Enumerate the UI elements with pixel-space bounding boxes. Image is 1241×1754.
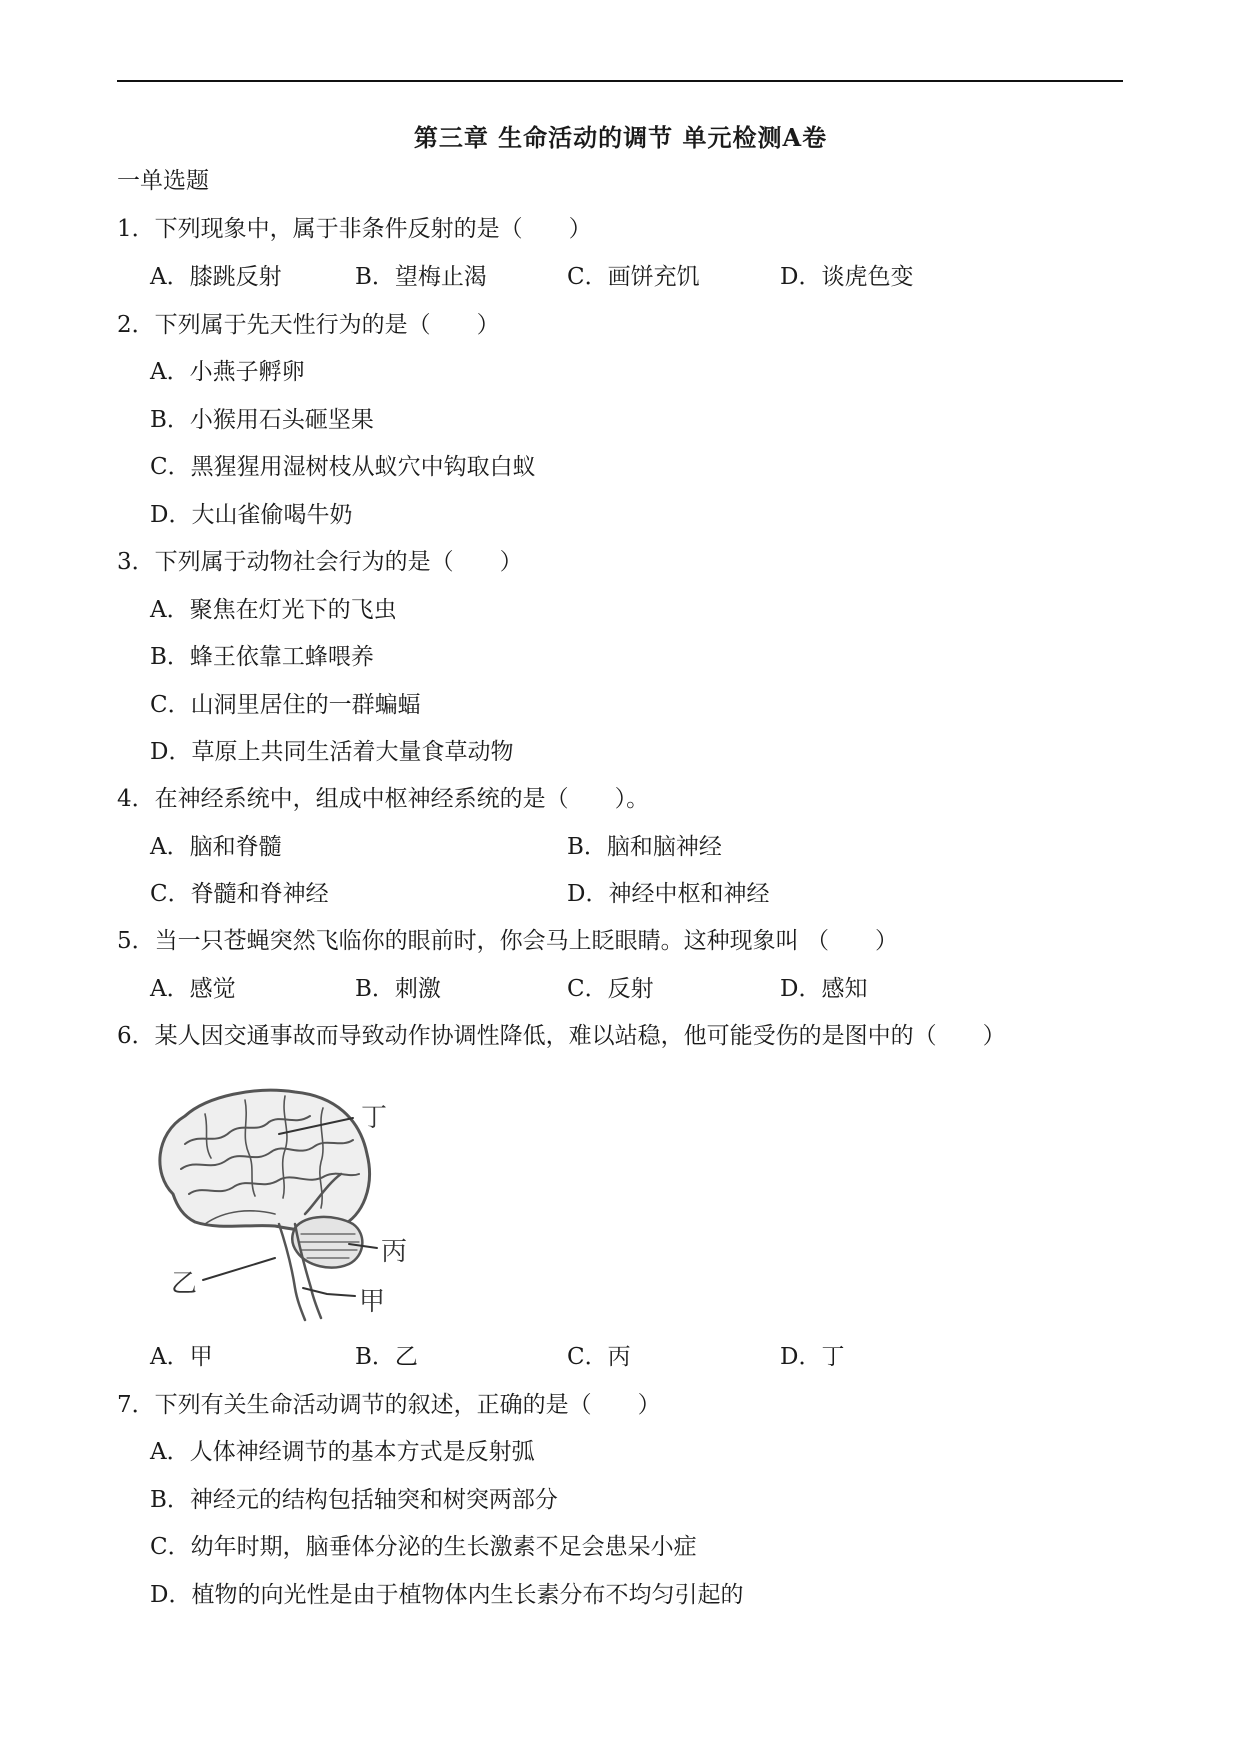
question-7-stem: 7．下列有关生命活动调节的叙述，正确的是（ ） (117, 1392, 661, 1418)
question-2-option-d: D．大山雀偷喝牛奶 (150, 502, 353, 528)
page-title: 第三章 生命活动的调节 单元检测A卷 (413, 123, 828, 152)
question-7-option-a: A．人体神经调节的基本方式是反射弧 (150, 1439, 535, 1465)
question-2-option-a: A．小燕子孵卵 (150, 359, 305, 385)
question-4-option-c: C．脊髓和脊神经 (150, 881, 329, 907)
top-rule (117, 80, 1123, 82)
question-7-option-d: D．植物的向光性是由于植物体内生长素分布不均匀引起的 (150, 1582, 744, 1608)
question-4-option-d: D．神经中枢和神经 (567, 881, 770, 907)
question-3-option-c: C．山洞里居住的一群蝙蝠 (150, 692, 421, 718)
section-heading: 一单选题 (117, 168, 209, 194)
question-1-stem: 1．下列现象中，属于非条件反射的是（ ） (117, 216, 592, 242)
question-6-option-b: B．乙 (355, 1344, 418, 1370)
question-5-stem: 5．当一只苍蝇突然飞临你的眼前时，你会马上眨眼睛。这种现象叫 （ ） (117, 928, 898, 954)
brain-diagram (145, 1074, 435, 1330)
question-1-option-d: D．谈虎色变 (780, 264, 914, 290)
question-7-option-c: C．幼年时期，脑垂体分泌的生长激素不足会患呆小症 (150, 1534, 697, 1560)
question-5-option-b: B．刺激 (355, 976, 441, 1002)
figure-label-jia: 甲 (359, 1287, 386, 1317)
question-2-option-c: C．黑猩猩用湿树枝从蚁穴中钩取白蚁 (150, 454, 536, 480)
question-5-option-d: D．感知 (780, 976, 868, 1002)
question-6-option-c: C．丙 (567, 1344, 631, 1370)
question-6-option-a: A．甲 (150, 1344, 213, 1370)
question-1-option-a: A．膝跳反射 (150, 264, 282, 290)
question-1-option-b: B．望梅止渴 (355, 264, 487, 290)
figure-label-bing: 丙 (381, 1237, 408, 1267)
question-3-option-d: D．草原上共同生活着大量食草动物 (150, 739, 514, 765)
question-3-option-b: B．蜂王依靠工蜂喂养 (150, 644, 374, 670)
figure-label-yi: 乙 (171, 1269, 198, 1299)
question-3-option-a: A．聚焦在灯光下的飞虫 (150, 597, 397, 623)
question-5-option-c: C．反射 (567, 976, 654, 1002)
question-4-option-b: B．脑和脑神经 (567, 834, 722, 860)
question-2-stem: 2．下列属于先天性行为的是（ ） (117, 312, 500, 338)
figure-label-ding: 丁 (361, 1103, 388, 1133)
question-2-option-b: B．小猴用石头砸坚果 (150, 407, 374, 433)
question-6-option-d: D．丁 (780, 1344, 845, 1370)
question-5-option-a: A．感觉 (150, 976, 236, 1002)
question-4-stem: 4．在神经系统中，组成中枢神经系统的是（ ）。 (117, 786, 650, 812)
question-7-option-b: B．神经元的结构包括轴突和树突两部分 (150, 1487, 558, 1513)
question-4-option-a: A．脑和脊髓 (150, 834, 282, 860)
question-1-option-c: C．画饼充饥 (567, 264, 700, 290)
question-6-stem: 6．某人因交通事故而导致动作协调性降低，难以站稳，他可能受伤的是图中的（ ） (117, 1023, 1006, 1049)
question-3-stem: 3．下列属于动物社会行为的是（ ） (117, 549, 523, 575)
